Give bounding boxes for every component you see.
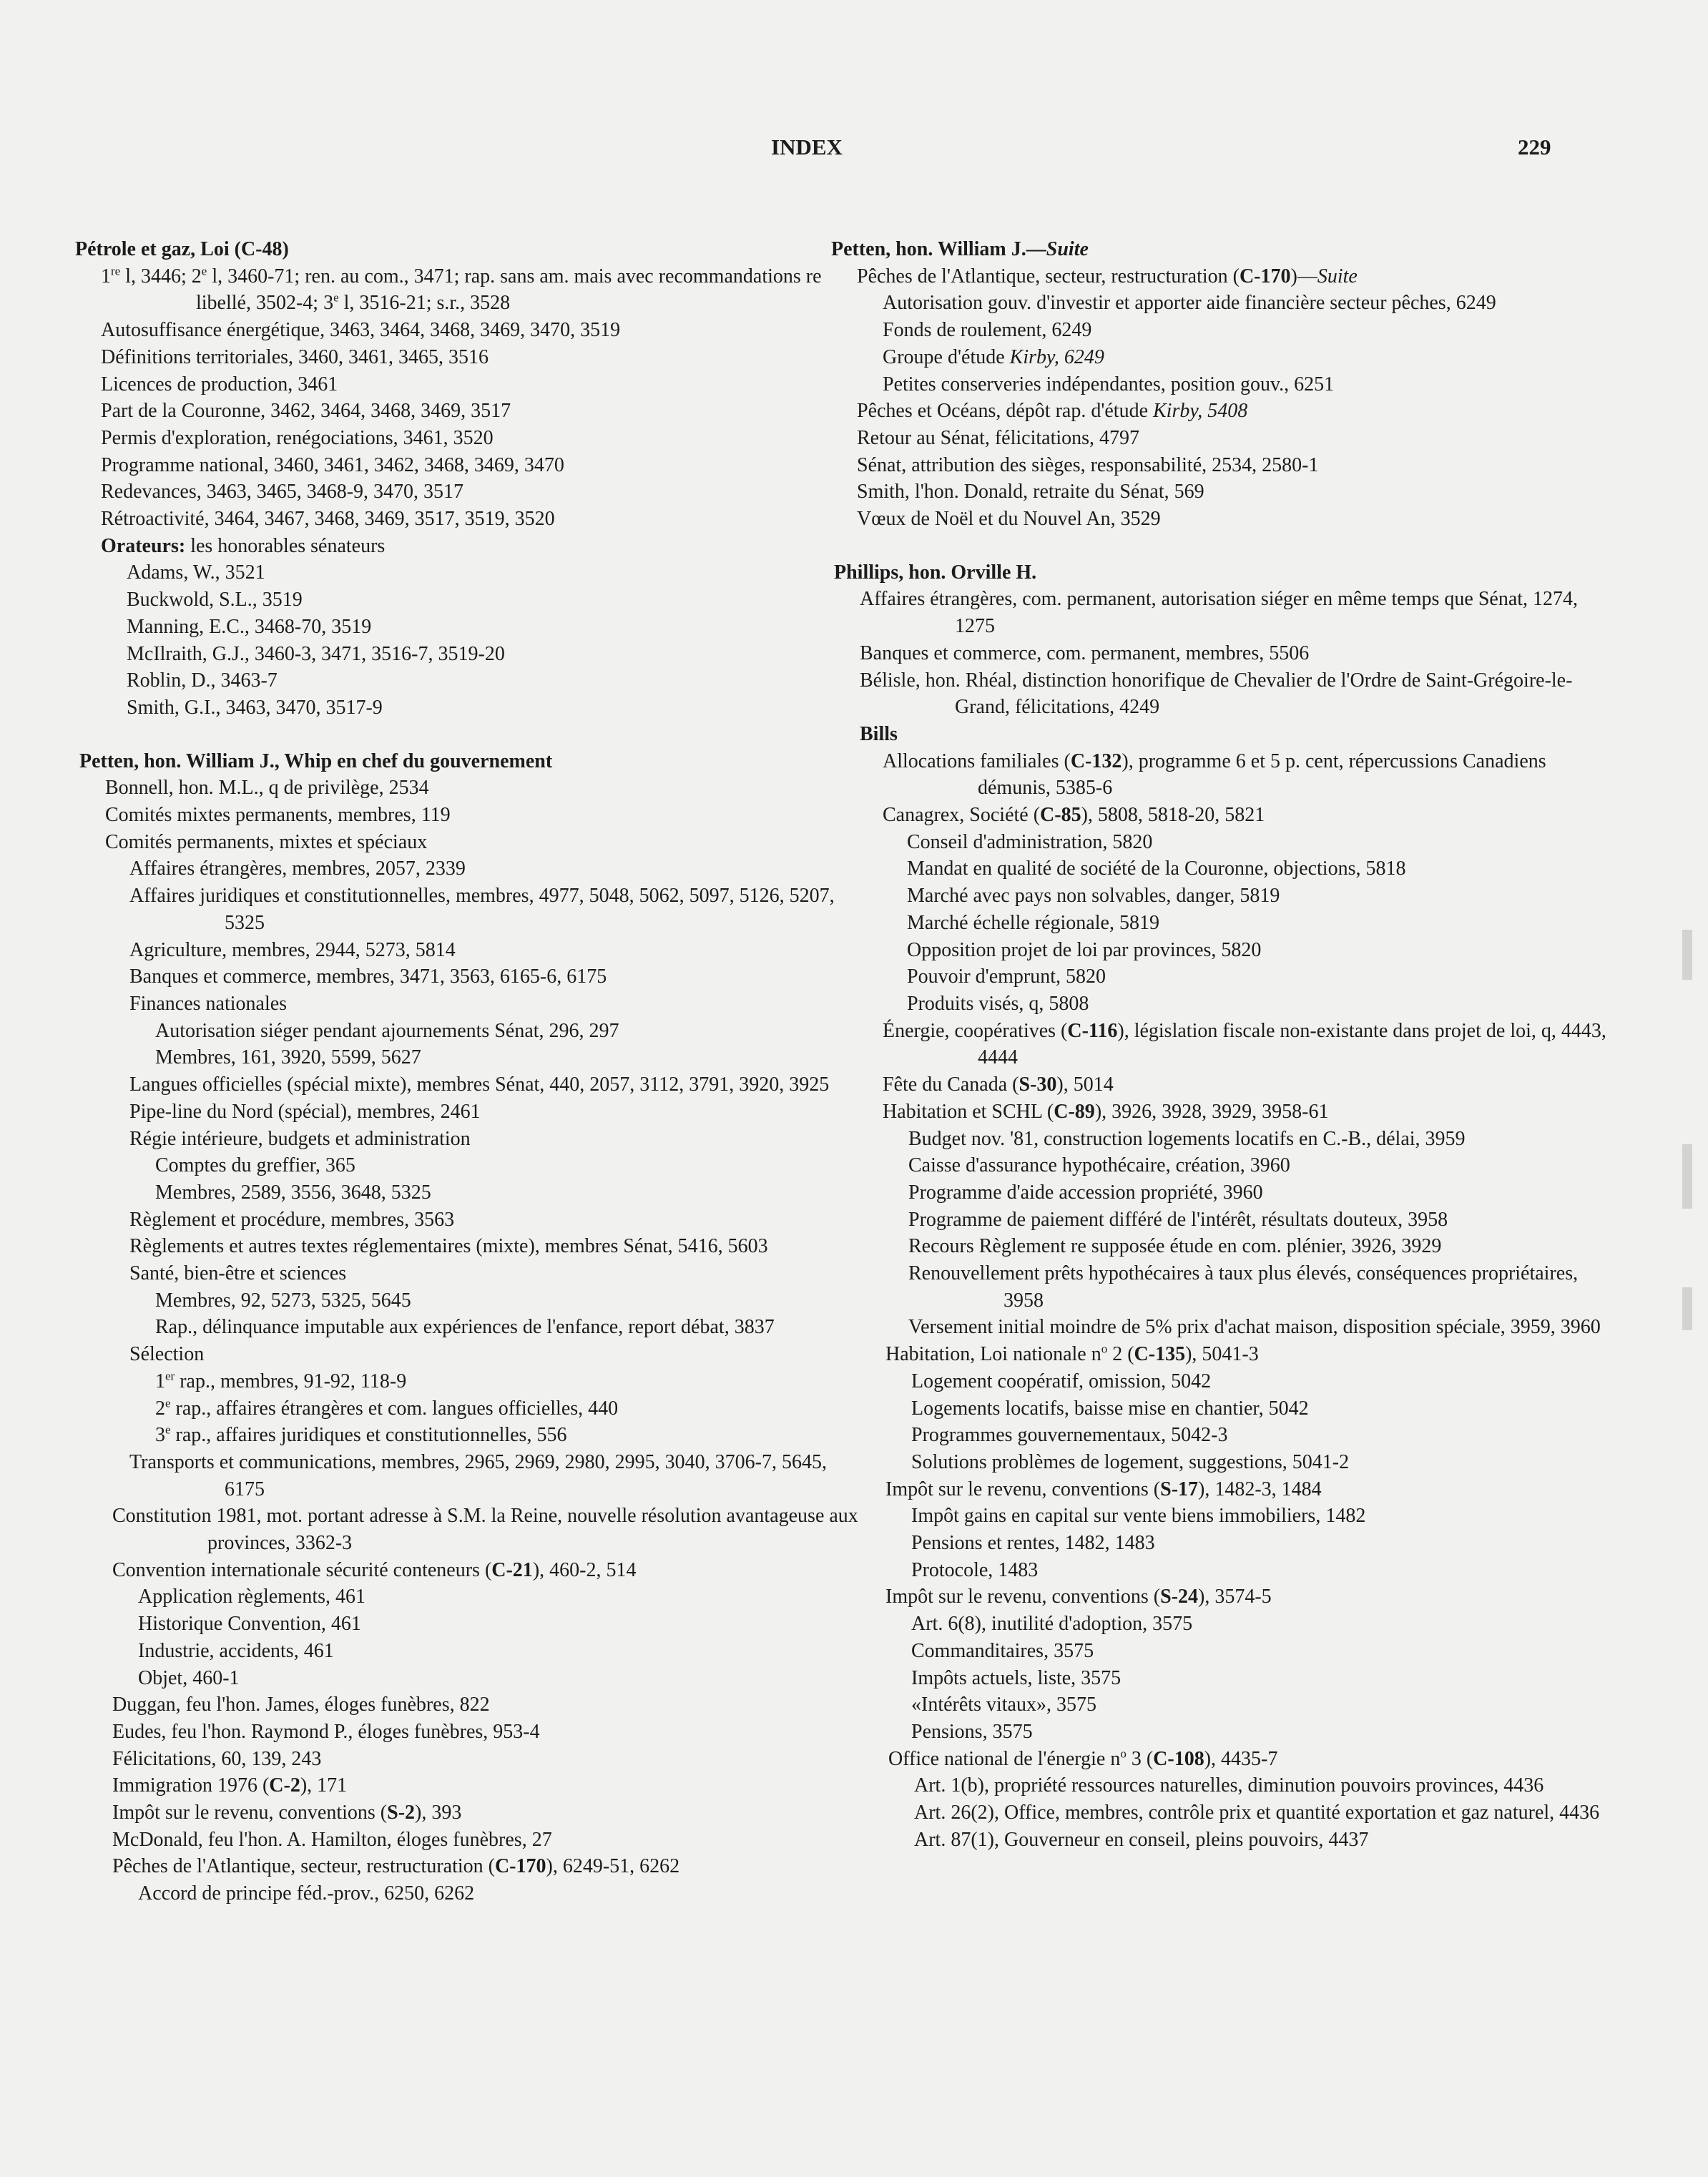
index-entry: Agriculture, membres, 2944, 5273, 5814 bbox=[129, 938, 456, 961]
index-entry: Affaires juridiques et constitutionnelles, membres, 4977, 5048, 5062, 5097, 5126, 5207, 5325 bbox=[129, 885, 835, 934]
index-column-left bbox=[75, 236, 862, 1907]
index-entry: Petites conserveries indépendantes, position gouv., 6251 bbox=[883, 373, 1335, 395]
index-entry: Allocations familiales (C-132), programme 6 et 5 p. cent, répercussions Canadiens démunis, 5385-6 bbox=[883, 750, 1546, 800]
index-entry: 2e rap., affaires étrangères et com. langues officielles, 440 bbox=[155, 1396, 619, 1420]
index-entry: Autosuffisance énergétique, 3463, 3464, 3468, 3469, 3470, 3519 bbox=[101, 319, 621, 342]
index-entry: Recours Règlement re supposée étude en com. plénier, 3926, 3929 bbox=[908, 1235, 1442, 1258]
index-entry: Renouvellement prêts hypothécaires à taux plus élevés, conséquences propriétaires, 3958 bbox=[908, 1262, 1579, 1312]
index-entry: Solutions problèmes de logement, suggestions, 5041-2 bbox=[911, 1450, 1350, 1473]
index-entry: Art. 6(8), inutilité d'adoption, 3575 bbox=[911, 1613, 1193, 1636]
index-entry: Produits visés, q, 5808 bbox=[907, 992, 1089, 1015]
index-entry: Marché échelle régionale, 5819 bbox=[907, 911, 1159, 934]
index-entry: Duggan, feu l'hon. James, éloges funèbres, 822 bbox=[112, 1694, 490, 1716]
index-entry: Pipe-line du Nord (spécial), membres, 2461 bbox=[129, 1100, 481, 1123]
index-entry: Eudes, feu l'hon. Raymond P., éloges funèbres, 953-4 bbox=[112, 1720, 540, 1743]
index-entry: Énergie, coopératives (C-116), législation fiscale non-existante dans projet de loi, q, 4443, 4444 bbox=[883, 1019, 1606, 1069]
index-entry: Affaires étrangères, membres, 2057, 2339 bbox=[129, 857, 466, 880]
edge-mark bbox=[1682, 1287, 1692, 1330]
index-entry: Application règlements, 461 bbox=[138, 1586, 366, 1608]
index-entry: Banques et commerce, membres, 3471, 3563, 6165-6, 6175 bbox=[129, 965, 607, 988]
index-entry: Sénat, attribution des sièges, responsabilité, 2534, 2580-1 bbox=[857, 453, 1319, 476]
index-entry: Comptes du greffier, 365 bbox=[155, 1154, 355, 1177]
index-entry: Constitution 1981, mot. portant adresse à S.M. la Reine, nouvelle résolution avantageuse aux provinces, 3362-3 bbox=[112, 1505, 858, 1555]
index-heading: Pétrole et gaz, Loi (C-48) bbox=[75, 238, 289, 260]
index-entry: Programme de paiement différé de l'intérêt, résultats douteux, 3958 bbox=[908, 1208, 1448, 1231]
index-entry: Habitation et SCHL (C-89), 3926, 3928, 3929, 3958-61 bbox=[883, 1100, 1329, 1123]
index-entry: Règlements et autres textes réglementaires (mixte), membres Sénat, 5416, 5603 bbox=[129, 1235, 768, 1258]
index-entry: Programme national, 3460, 3461, 3462, 3468, 3469, 3470 bbox=[101, 453, 564, 476]
running-head-title: INDEX bbox=[771, 134, 843, 159]
index-entry: Permis d'exploration, renégociations, 3461, 3520 bbox=[101, 426, 494, 449]
page-number: 229 bbox=[1518, 134, 1551, 159]
index-entry: Comités permanents, mixtes et spéciaux bbox=[105, 830, 428, 853]
index-entry: «Intérêts vitaux», 3575 bbox=[911, 1694, 1096, 1716]
index-entry: Pêches et Océans, dépôt rap. d'étude Kirby, 5408 bbox=[857, 400, 1248, 423]
index-entry: Pêches de l'Atlantique, secteur, restructuration (C-170), 6249-51, 6262 bbox=[112, 1855, 680, 1878]
index-entry: Pouvoir d'emprunt, 5820 bbox=[907, 965, 1106, 988]
index-entry: Part de la Couronne, 3462, 3464, 3468, 3469, 3517 bbox=[101, 400, 511, 423]
index-entry: Sélection bbox=[129, 1343, 205, 1366]
index-entry: Autorisation gouv. d'investir et apporter aide financière secteur pêches, 6249 bbox=[883, 292, 1496, 315]
edge-mark bbox=[1682, 1144, 1692, 1209]
index-entry: McDonald, feu l'hon. A. Hamilton, éloges funèbres, 27 bbox=[112, 1828, 552, 1851]
index-entry: Fête du Canada (S-30), 5014 bbox=[883, 1073, 1114, 1096]
index-entry: Banques et commerce, com. permanent, membres, 5506 bbox=[860, 642, 1310, 664]
index-entry: Transports et communications, membres, 2965, 2969, 2980, 2995, 3040, 3706-7, 5645, 6175 bbox=[129, 1450, 828, 1500]
index-entry: Mandat en qualité de société de la Couronne, objections, 5818 bbox=[907, 857, 1406, 880]
index-entry: Langues officielles (spécial mixte), membres Sénat, 440, 2057, 3112, 3791, 3920, 3925 bbox=[129, 1073, 830, 1096]
index-entry: Opposition projet de loi par provinces, 5820 bbox=[907, 938, 1262, 961]
index-entry: Objet, 460-1 bbox=[138, 1666, 240, 1689]
index-entry: Immigration 1976 (C-2), 171 bbox=[112, 1774, 348, 1797]
index-column-right bbox=[831, 236, 1618, 1853]
index-entry: Santé, bien-être et sciences bbox=[129, 1262, 347, 1285]
index-entry: Pensions, 3575 bbox=[911, 1720, 1033, 1743]
index-entry: McIlraith, G.J., 3460-3, 3471, 3516-7, 3519-20 bbox=[127, 642, 505, 665]
index-entry: Versement initial moindre de 5% prix d'achat maison, disposition spéciale, 3959, 3960 bbox=[908, 1316, 1601, 1339]
index-entry: Marché avec pays non solvables, danger, 5819 bbox=[907, 885, 1280, 908]
index-entry: Pêches de l'Atlantique, secteur, restructuration (C-170)—Suite bbox=[857, 265, 1358, 288]
index-entry: Canagrex, Société (C-85), 5808, 5818-20, 5821 bbox=[883, 804, 1265, 827]
index-entry: Pensions et rentes, 1482, 1483 bbox=[911, 1532, 1155, 1555]
index-entry: Caisse d'assurance hypothécaire, création, 3960 bbox=[908, 1154, 1290, 1177]
index-entry: Définitions territoriales, 3460, 3461, 3465, 3516 bbox=[101, 345, 489, 368]
index-entry: Budget nov. '81, construction logements locatifs en C.-B., délai, 3959 bbox=[908, 1127, 1466, 1150]
index-entry: Roblin, D., 3463-7 bbox=[127, 669, 278, 692]
index-entry: Office national de l'énergie $n^o$ 3 (C-108), 4435-7 bbox=[888, 1746, 1278, 1770]
index-entry: Orateurs: les honorables sénateurs bbox=[101, 534, 386, 557]
index-entry: Logement coopératif, omission, 5042 bbox=[911, 1370, 1212, 1392]
index-entry: Commanditaires, 3575 bbox=[911, 1639, 1094, 1662]
index-entry: Impôt sur le revenu, conventions (S-17), 1482-3, 1484 bbox=[885, 1478, 1322, 1500]
index-entry: Fonds de roulement, 6249 bbox=[883, 319, 1092, 342]
index-entry: 1re l, 3446; 2e l, 3460-71; ren. au com., 3471; rap. sans am. mais avec recommandations re libellé, 3502-4; 3e l, 3516-21; s.r., 3528 bbox=[101, 264, 822, 315]
index-entry: Art. 1(b), propriété ressources naturelles, diminution pouvoirs provinces, 4436 bbox=[914, 1774, 1544, 1797]
index-entry: Comités mixtes permanents, membres, 119 bbox=[105, 804, 451, 827]
index-entry: Impôts actuels, liste, 3575 bbox=[911, 1666, 1122, 1689]
index-heading: Bills bbox=[860, 722, 898, 745]
index-entry: Retour au Sénat, félicitations, 4797 bbox=[857, 426, 1140, 449]
index-entry: 1er rap., membres, 91-92, 118-9 bbox=[155, 1369, 407, 1392]
index-entry: 3e rap., affaires juridiques et constitutionnelles, 556 bbox=[155, 1422, 567, 1447]
index-entry: Convention internationale sécurité conteneurs (C-21), 460-2, 514 bbox=[112, 1558, 637, 1581]
index-entry: Bonnell, hon. M.L., q de privilège, 2534 bbox=[105, 777, 429, 800]
index-entry: Autorisation siéger pendant ajournements Sénat, 296, 297 bbox=[155, 1019, 619, 1042]
index-entry: Membres, 161, 3920, 5599, 5627 bbox=[155, 1046, 421, 1069]
index-entry: Historique Convention, 461 bbox=[138, 1613, 361, 1636]
index-entry: Rétroactivité, 3464, 3467, 3468, 3469, 3517, 3519, 3520 bbox=[101, 508, 555, 531]
index-entry: Smith, G.I., 3463, 3470, 3517-9 bbox=[127, 696, 383, 719]
index-entry: Affaires étrangères, com. permanent, autorisation siéger en même temps que Sénat, 1274, 1275 bbox=[860, 588, 1579, 638]
index-entry: Groupe d'étude Kirby, 6249 bbox=[883, 345, 1104, 368]
index-entry: Adams, W., 3521 bbox=[127, 561, 265, 584]
index-entry: Membres, 92, 5273, 5325, 5645 bbox=[155, 1289, 411, 1312]
index-entry: Redevances, 3463, 3465, 3468-9, 3470, 3517 bbox=[101, 481, 464, 503]
index-heading: Petten, hon. William J.—Suite bbox=[831, 238, 1089, 260]
index-entry: Programmes gouvernementaux, 5042-3 bbox=[911, 1424, 1228, 1447]
index-entry: Conseil d'administration, 5820 bbox=[907, 830, 1153, 853]
index-entry: Habitation, Loi nationale $n^o$ 2 (C-135), 5041-3 bbox=[885, 1342, 1259, 1366]
index-entry: Protocole, 1483 bbox=[911, 1558, 1039, 1581]
index-entry: Industrie, accidents, 461 bbox=[138, 1639, 334, 1662]
index-entry: Licences de production, 3461 bbox=[101, 373, 338, 395]
index-entry: Impôt sur le revenu, conventions (S-2), 393 bbox=[112, 1802, 462, 1824]
index-entry: Bélisle, hon. Rhéal, distinction honorifique de Chevalier de l'Ordre de Saint-Grégoire-le-Grand, félicitations, 4249 bbox=[860, 669, 1573, 719]
index-entry: Règlement et procédure, membres, 3563 bbox=[129, 1208, 455, 1231]
index-entry: Vœux de Noël et du Nouvel An, 3529 bbox=[857, 508, 1161, 531]
index-entry: Membres, 2589, 3556, 3648, 5325 bbox=[155, 1181, 431, 1204]
index-entry: Manning, E.C., 3468-70, 3519 bbox=[127, 615, 372, 638]
index-entry: Art. 26(2), Office, membres, contrôle prix et quantité exportation et gaz naturel, 4436 bbox=[914, 1802, 1600, 1824]
index-entry: Rap., délinquance imputable aux expériences de l'enfance, report débat, 3837 bbox=[155, 1316, 775, 1339]
index-heading: Petten, hon. William J., Whip en chef du gouvernement bbox=[79, 750, 553, 772]
index-entry: Impôt sur le revenu, conventions (S-24), 3574-5 bbox=[885, 1586, 1272, 1608]
index-entry: Buckwold, S.L., 3519 bbox=[127, 589, 303, 611]
index-entry: Félicitations, 60, 139, 243 bbox=[112, 1747, 322, 1770]
index-heading: Phillips, hon. Orville H. bbox=[834, 561, 1037, 584]
index-entry: Programme d'aide accession propriété, 3960 bbox=[908, 1181, 1263, 1204]
index-entry: Accord de principe féd.-prov., 6250, 6262 bbox=[138, 1882, 475, 1905]
edge-mark bbox=[1682, 930, 1692, 980]
index-entry: Finances nationales bbox=[129, 992, 288, 1015]
index-entry: Smith, l'hon. Donald, retraite du Sénat, 569 bbox=[857, 481, 1204, 503]
index-entry: Logements locatifs, baisse mise en chantier, 5042 bbox=[911, 1397, 1309, 1420]
index-entry: Régie intérieure, budgets et administration bbox=[129, 1127, 471, 1150]
index-entry: Impôt gains en capital sur vente biens immobiliers, 1482 bbox=[911, 1505, 1366, 1528]
index-entry: Art. 87(1), Gouverneur en conseil, pleins pouvoirs, 4437 bbox=[914, 1828, 1369, 1851]
